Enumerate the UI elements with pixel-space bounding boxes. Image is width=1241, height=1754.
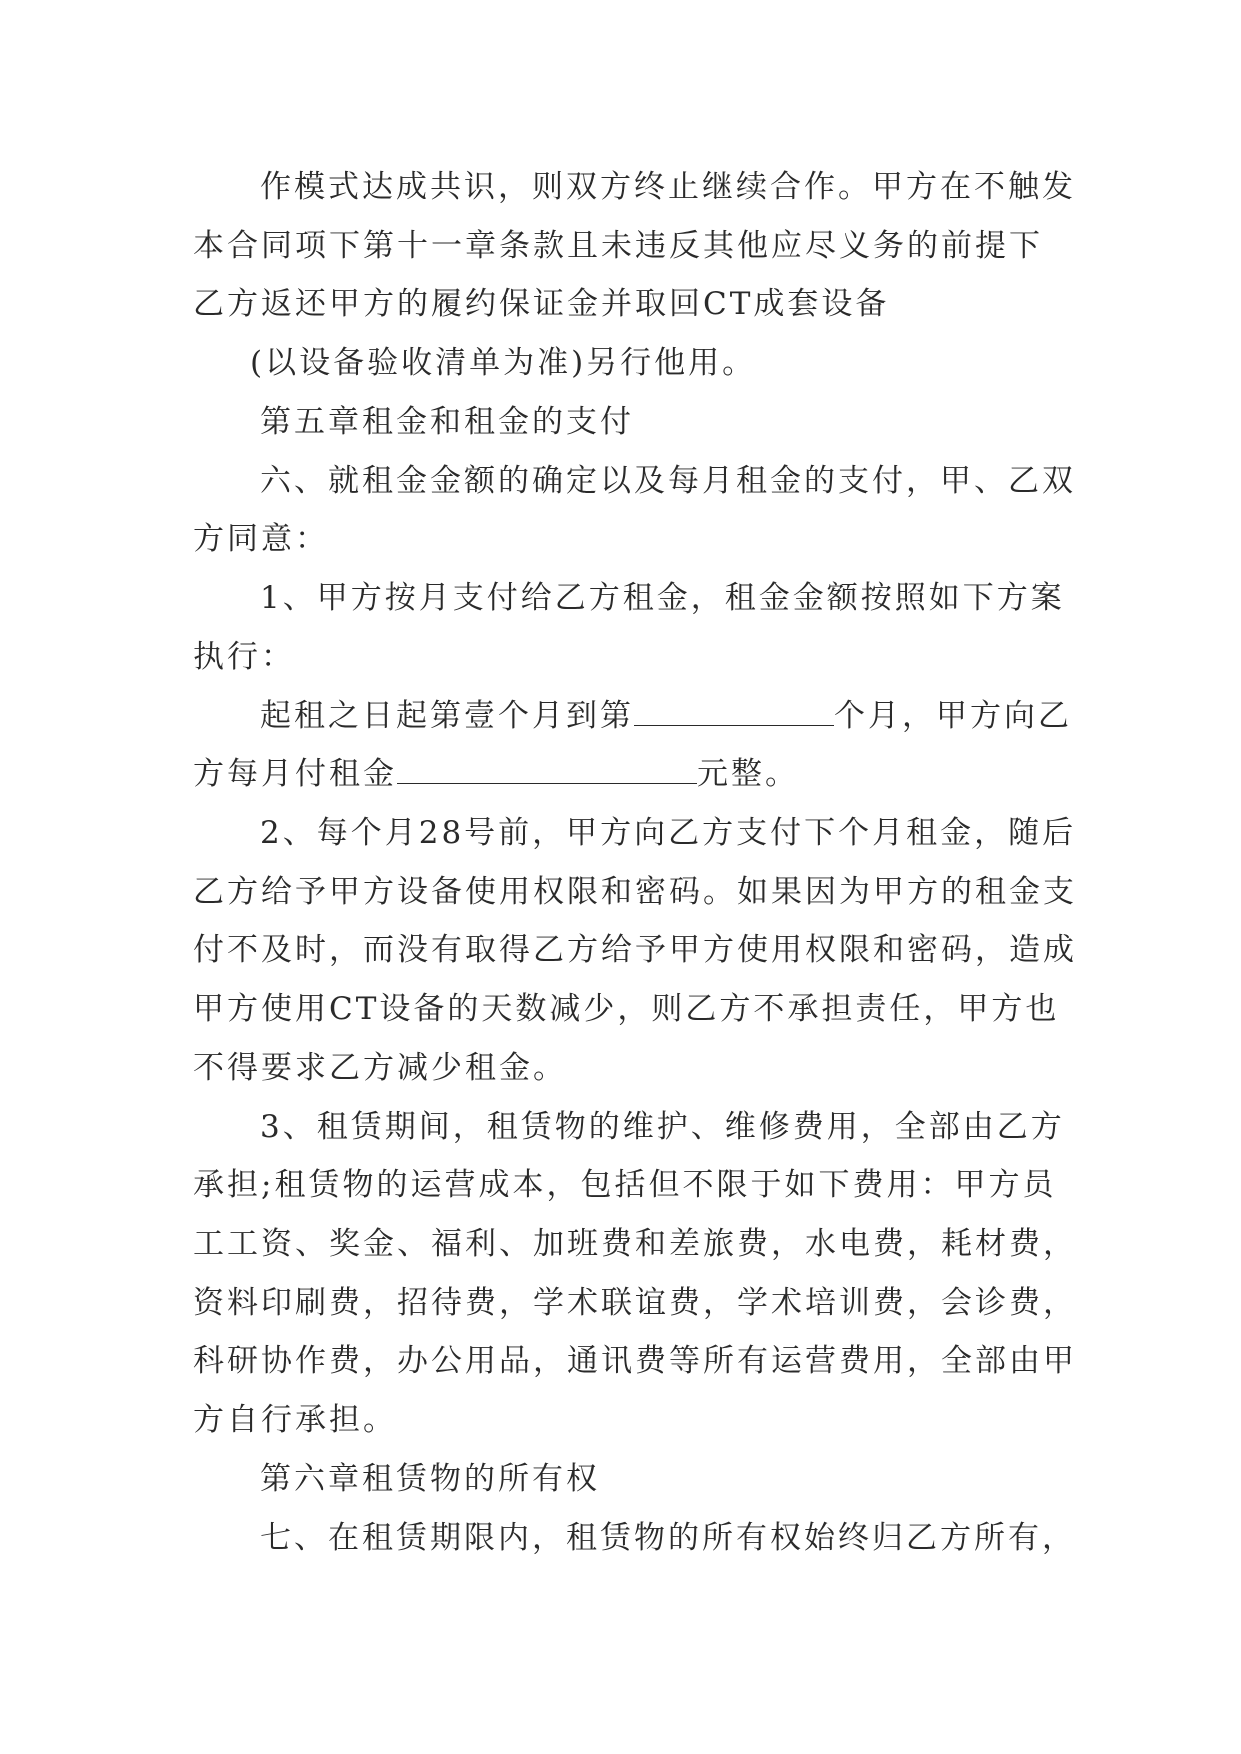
paragraph-line: 作模式达成共识，则双方终止继续合作。甲方在不触发 xyxy=(260,169,1076,205)
paragraph-line: 不得要求乙方减少租金。 xyxy=(193,1050,567,1086)
paragraph-line: 承担;租赁物的运营成本，包括但不限于如下费用：甲方员 xyxy=(193,1167,1057,1203)
line-text: 起租之日起第壹个月到第 xyxy=(260,698,634,734)
line-text: 个月，甲方向乙 xyxy=(834,698,1072,734)
paragraph-line: 方自行承担。 xyxy=(193,1402,397,1438)
paragraph-line: 乙方返还甲方的履约保证金并取回CT成套设备 xyxy=(193,286,890,322)
paragraph-line: 七、在租赁期限内，租赁物的所有权始终归乙方所有， xyxy=(260,1520,1076,1556)
paragraph-line: 付不及时，而没有取得乙方给予甲方使用权限和密码，造成 xyxy=(193,932,1077,968)
line-text: 元整。 xyxy=(697,756,799,792)
chapter-heading: 第六章租赁物的所有权 xyxy=(260,1461,600,1497)
fill-in-blank xyxy=(634,699,834,726)
paragraph-line: 科研协作费，办公用品，通讯费等所有运营费用，全部由甲 xyxy=(193,1343,1077,1379)
line-text: 方每月付租金 xyxy=(193,756,397,792)
paragraph-line: 乙方给予甲方设备使用权限和密码。如果因为甲方的租金支 xyxy=(193,874,1077,910)
paragraph-line: 3、租赁期间，租赁物的维护、维修费用，全部由乙方 xyxy=(260,1109,1065,1145)
paragraph-line: 执行： xyxy=(193,639,295,675)
chapter-heading: 第五章租金和租金的支付 xyxy=(260,404,634,440)
paragraph-line: 2、每个月28号前，甲方向乙方支付下个月租金，随后 xyxy=(260,815,1077,851)
paragraph-line: 本合同项下第十一章条款且未违反其他应尽义务的前提下 xyxy=(193,228,1043,264)
paragraph-line-with-blank xyxy=(193,754,799,794)
paragraph-line: 方同意： xyxy=(193,521,329,557)
paragraph-line-with-blank xyxy=(260,696,1072,736)
paragraph-line: 资料印刷费，招待费，学术联谊费，学术培训费，会诊费， xyxy=(193,1285,1077,1321)
paragraph-line: 1、甲方按月支付给乙方租金，租金金额按照如下方案 xyxy=(260,580,1065,616)
paragraph-line: 甲方使用CT设备的天数减少，则乙方不承担责任，甲方也 xyxy=(193,991,1060,1027)
paragraph-line: 六、就租金金额的确定以及每月租金的支付，甲、乙双 xyxy=(260,463,1076,499)
fill-in-blank xyxy=(397,757,697,784)
paragraph-line: (以设备验收清单为准)另行他用。 xyxy=(250,345,757,381)
paragraph-line: 工工资、奖金、福利、加班费和差旅费，水电费，耗材费， xyxy=(193,1226,1077,1262)
